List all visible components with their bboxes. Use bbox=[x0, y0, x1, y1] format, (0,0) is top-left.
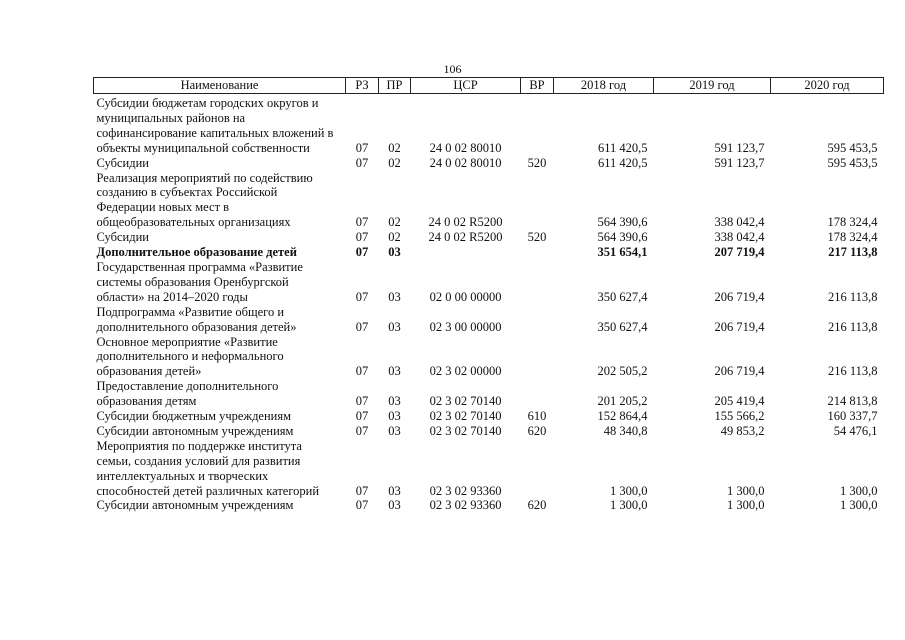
row-2018: 611 420,5 bbox=[597, 140, 648, 155]
row-name: Реализация мероприятий по содействию созданию в субъектах Российской Федерации новых мест в общеобразовательных организациях bbox=[96, 170, 313, 230]
table-header bbox=[94, 78, 884, 94]
row-vr: 610 bbox=[527, 409, 547, 424]
row-csr: 02 3 02 70140 bbox=[429, 423, 502, 438]
row-vr bbox=[521, 305, 554, 335]
row-2020: 178 324,4 bbox=[827, 215, 878, 230]
row-rz: 07 bbox=[355, 498, 369, 513]
row-vr: 520 bbox=[527, 230, 547, 245]
row-rz: 07 bbox=[355, 483, 369, 498]
row-csr: 02 3 02 70140 bbox=[429, 409, 502, 424]
row-pr: 03 bbox=[388, 483, 401, 498]
row-2019: 591 123,7 bbox=[714, 140, 765, 155]
row-pr: 02 bbox=[388, 140, 401, 155]
row-2020: 54 476,1 bbox=[833, 423, 878, 438]
row-rz: 07 bbox=[355, 394, 369, 409]
row-name: Государственная программа «Развитие системы образования Оренбургской области» на 2014–2020 годы bbox=[96, 259, 303, 304]
table-row bbox=[94, 335, 884, 380]
table-row bbox=[94, 94, 884, 156]
table-row bbox=[94, 409, 884, 424]
header-row bbox=[94, 78, 884, 94]
header-2020: 2020 год bbox=[771, 78, 884, 94]
row-rz: 07 bbox=[355, 423, 369, 438]
table-row bbox=[94, 379, 884, 409]
table-row bbox=[94, 260, 884, 305]
table-row bbox=[94, 230, 884, 245]
row-vr bbox=[521, 260, 554, 305]
row-csr: 02 3 00 00000 bbox=[429, 319, 502, 334]
row-csr: 24 0 02 80010 bbox=[429, 140, 502, 155]
row-2018: 564 390,6 bbox=[597, 230, 648, 245]
row-2020: 216 113,8 bbox=[827, 364, 878, 379]
row-pr: 03 bbox=[388, 498, 401, 513]
table-row bbox=[94, 305, 884, 335]
row-2019: 206 719,4 bbox=[714, 364, 765, 379]
row-rz: 07 bbox=[355, 409, 369, 424]
row-2020: 216 113,8 bbox=[827, 289, 878, 304]
row-vr bbox=[521, 335, 554, 380]
header-name: Наименование bbox=[94, 78, 346, 94]
row-csr: 02 3 02 00000 bbox=[429, 364, 502, 379]
row-pr: 03 bbox=[388, 289, 401, 304]
header-pr: ПР bbox=[379, 78, 411, 94]
row-2018: 152 864,4 bbox=[597, 409, 648, 424]
header-vr: ВР bbox=[521, 78, 554, 94]
row-vr: 620 bbox=[527, 498, 547, 513]
row-pr: 03 bbox=[388, 319, 401, 334]
row-2019: 206 719,4 bbox=[714, 319, 765, 334]
row-2019: 1 300,0 bbox=[727, 498, 765, 513]
row-csr bbox=[411, 245, 521, 260]
row-2018: 1 300,0 bbox=[610, 498, 648, 513]
row-csr: 24 0 02 80010 bbox=[429, 155, 502, 170]
row-2020: 216 113,8 bbox=[827, 319, 878, 334]
table-row bbox=[94, 245, 884, 260]
table-body bbox=[94, 94, 884, 514]
row-2019: 206 719,4 bbox=[714, 289, 765, 304]
row-rz: 07 bbox=[355, 245, 369, 260]
row-csr: 02 3 02 93360 bbox=[429, 483, 502, 498]
row-name: Субсидии bbox=[96, 155, 149, 170]
row-2020: 217 113,8 bbox=[828, 245, 878, 260]
table-row bbox=[94, 171, 884, 231]
table-row bbox=[94, 498, 884, 513]
row-vr bbox=[521, 439, 554, 499]
row-csr: 02 0 00 00000 bbox=[429, 289, 502, 304]
row-csr: 24 0 02 R5200 bbox=[428, 215, 503, 230]
row-csr: 02 3 02 70140 bbox=[429, 394, 502, 409]
row-pr: 02 bbox=[388, 230, 401, 245]
row-2020: 1 300,0 bbox=[840, 483, 878, 498]
row-name: Дополнительное образование детей bbox=[96, 245, 297, 260]
row-name: Субсидии bbox=[96, 230, 149, 245]
row-2018: 351 654,1 bbox=[597, 245, 648, 260]
table-row bbox=[94, 439, 884, 499]
row-rz: 07 bbox=[355, 215, 369, 230]
row-pr: 03 bbox=[388, 245, 401, 260]
row-pr: 02 bbox=[388, 155, 401, 170]
row-2020: 595 453,5 bbox=[827, 155, 878, 170]
budget-table bbox=[93, 77, 884, 513]
row-name: Основное мероприятие «Развитие дополнительного и неформального образования детей» bbox=[96, 334, 284, 379]
row-vr bbox=[521, 245, 554, 260]
row-csr: 24 0 02 R5200 bbox=[428, 230, 503, 245]
row-name: Подпрограмма «Развитие общего и дополнительного образования детей» bbox=[96, 304, 297, 334]
row-2020: 160 337,7 bbox=[827, 409, 878, 424]
row-2019: 49 853,2 bbox=[720, 423, 765, 438]
row-rz: 07 bbox=[355, 140, 369, 155]
row-2018: 202 505,2 bbox=[597, 364, 648, 379]
header-rz: РЗ bbox=[346, 78, 379, 94]
row-name: Субсидии автономным учреждениям bbox=[96, 423, 294, 438]
row-vr bbox=[521, 94, 554, 156]
row-rz: 07 bbox=[355, 230, 369, 245]
row-name: Мероприятия по поддержке института семьи, создания условий для развития интеллектуальных и творческих способностей детей различных категорий bbox=[96, 438, 320, 498]
row-pr: 03 bbox=[388, 394, 401, 409]
row-vr: 520 bbox=[527, 155, 547, 170]
row-2019: 338 042,4 bbox=[714, 230, 765, 245]
row-2019: 591 123,7 bbox=[714, 155, 765, 170]
row-pr: 03 bbox=[388, 409, 401, 424]
row-2019: 207 719,4 bbox=[714, 245, 765, 260]
row-2018: 611 420,5 bbox=[597, 155, 648, 170]
header-2019: 2019 год bbox=[654, 78, 771, 94]
row-name: Субсидии бюджетам городских округов и муниципальных районов на софинансирование капитальных вложений в объекты муниципальной собственности bbox=[96, 96, 334, 155]
row-name: Субсидии автономным учреждениям bbox=[96, 498, 294, 513]
row-2020: 595 453,5 bbox=[827, 140, 878, 155]
row-vr bbox=[521, 171, 554, 231]
header-csr: ЦСР bbox=[411, 78, 521, 94]
row-2020: 178 324,4 bbox=[827, 230, 878, 245]
row-2020: 214 813,8 bbox=[827, 394, 878, 409]
header-2018: 2018 год bbox=[554, 78, 654, 94]
page-number: 106 bbox=[443, 62, 462, 76]
row-2018: 201 205,2 bbox=[597, 394, 648, 409]
row-2019: 1 300,0 bbox=[727, 483, 765, 498]
row-2018: 564 390,6 bbox=[597, 215, 648, 230]
row-vr bbox=[521, 379, 554, 409]
row-name: Предоставление дополнительного образования детям bbox=[96, 379, 279, 409]
table-row bbox=[94, 424, 884, 439]
row-name: Субсидии бюджетным учреждениям bbox=[96, 409, 292, 424]
row-pr: 03 bbox=[388, 364, 401, 379]
row-2018: 350 627,4 bbox=[597, 289, 648, 304]
row-csr: 02 3 02 93360 bbox=[429, 498, 502, 513]
row-rz: 07 bbox=[355, 289, 369, 304]
row-vr: 620 bbox=[527, 423, 547, 438]
row-2019: 338 042,4 bbox=[714, 215, 765, 230]
row-rz: 07 bbox=[355, 364, 369, 379]
row-pr: 02 bbox=[388, 215, 401, 230]
row-rz: 07 bbox=[355, 155, 369, 170]
row-2018: 1 300,0 bbox=[610, 483, 648, 498]
row-2018: 350 627,4 bbox=[597, 319, 648, 334]
table-row bbox=[94, 156, 884, 171]
row-pr: 03 bbox=[388, 423, 401, 438]
row-rz: 07 bbox=[355, 319, 369, 334]
row-2020: 1 300,0 bbox=[840, 498, 878, 513]
row-2019: 205 419,4 bbox=[714, 394, 765, 409]
row-2018: 48 340,8 bbox=[603, 423, 648, 438]
row-2019: 155 566,2 bbox=[714, 409, 765, 424]
